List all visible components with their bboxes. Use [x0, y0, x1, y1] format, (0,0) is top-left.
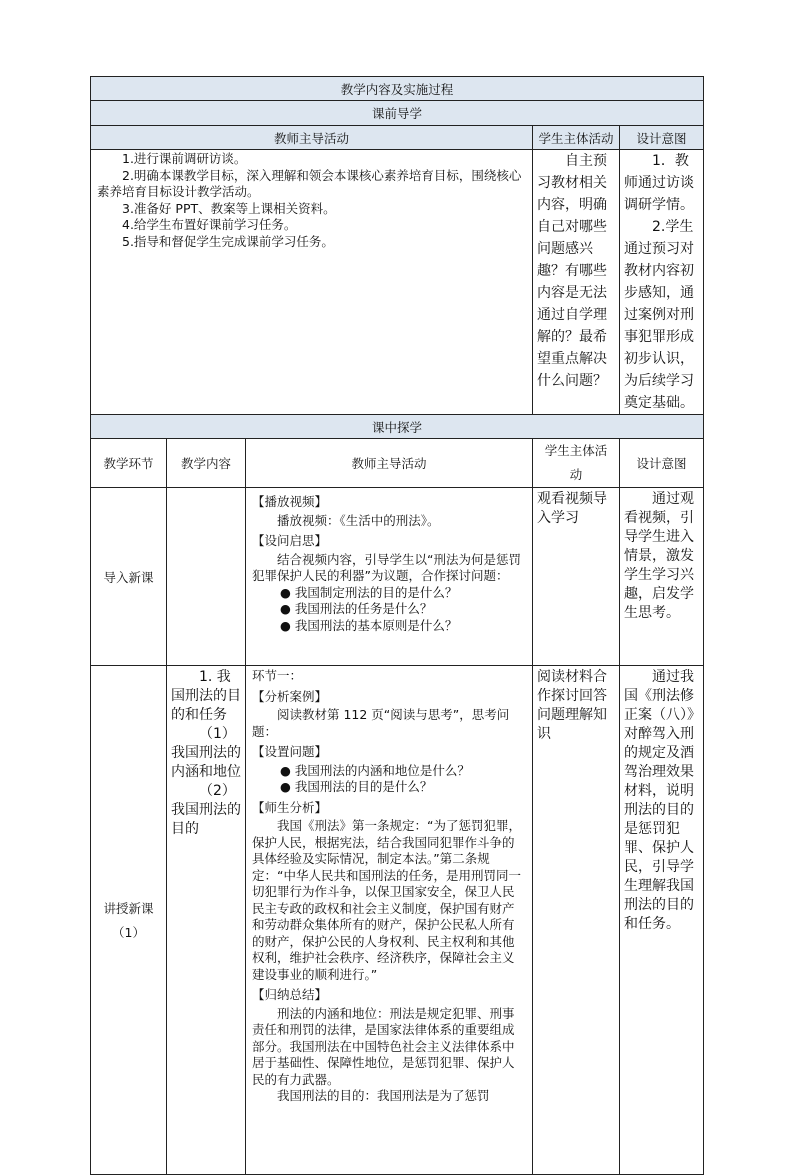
col-header-student-activity [533, 439, 620, 488]
case-text: 阅读教材第 112 页“阅读与思考”，思考问题： [252, 707, 510, 739]
col-header-design-intent: 设计意图 [620, 439, 704, 488]
pre-teacher-line: 1.进行课前调研访谈。 [122, 151, 247, 166]
teaching-process-table [90, 76, 704, 1175]
pre-teacher-line: 2.明确本课教学目标，深入理解和领会本课核心素养培育目标，围绕核心素养培育目标设计教学活动。 [97, 167, 522, 199]
tag-summary: 【归纳总结】 [252, 987, 328, 1002]
tag-question: 【设问启思】 [252, 533, 328, 548]
section-label: 环节一： [252, 668, 303, 683]
intro-design-text: 通过观看视频，引导学生进入情景，激发学生学习兴趣，启发学生思考。 [624, 491, 694, 621]
intro-student-cell [533, 488, 620, 666]
intro-teacher-cell [246, 488, 533, 666]
lecture-design-text: 通过我国《刑法修正案（八）》对醉驾入刑的规定及酒驾治理效果材料，说明刑法的目的是惩罚犯罪、保护人民，引导学生理解我国刑法的目的和任务。 [624, 669, 694, 932]
content-topic: 1. 我国刑法的目的和任务 [171, 669, 241, 723]
intro-content [167, 488, 246, 666]
intro-bullet: ● 我国制定刑法的目的是什么？ [280, 585, 526, 602]
lecture-stage: 讲授新课 [103, 901, 154, 916]
col-header-stage: 教学环节 [91, 439, 167, 488]
col-header-content: 教学内容 [167, 439, 246, 488]
lecture-stage-number: （1） [112, 925, 145, 940]
col-header-student: 学生主体活动 [533, 126, 620, 150]
pre-student-text: 自主预习教材相关内容，明确自己对哪些问题感兴趣？有哪些内容是无法通过自学理解的？最希望重点解决什么问题？ [537, 153, 607, 389]
pre-design-line: 1．教师通过访谈调研学情。 [624, 153, 694, 213]
intro-bullet: ● 我国刑法的任务是什么？ [280, 601, 526, 618]
section-pre-class: 课前导学 [91, 101, 704, 126]
lecture-stage-cell [91, 666, 167, 1175]
pre-teacher-cell [91, 150, 533, 415]
content-subtopic: （2）我国刑法的目的 [171, 783, 241, 837]
lecture-teacher-cell [246, 666, 533, 1175]
tag-case: 【分析案例】 [252, 688, 328, 704]
lecture-bullet: ● 我国刑法的目的是什么？ [280, 779, 526, 796]
intro-student-text: 观看视频导入学习 [537, 491, 607, 526]
tag-play-video: 【播放视频】 [252, 494, 328, 509]
intro-bullet: ● 我国刑法的基本原则是什么？ [280, 618, 526, 635]
pre-design-line: 2.学生通过预习对教材内容初步感知，通过案例对刑事犯罪形成初步认识，为后续学习奠定基础。 [624, 219, 694, 411]
purpose-text: 我国刑法的目的：我国刑法是为了惩罚 [277, 1088, 490, 1103]
lecture-content-cell [167, 666, 246, 1175]
pre-teacher-line: 3.准备好 PPT、教案等上课相关资料。 [122, 200, 336, 216]
video-text: 播放视频：《生活中的刑法》。 [277, 512, 440, 528]
col-header-student-activity-text: 学生主体活动 [544, 443, 608, 482]
pre-design-cell [620, 150, 704, 415]
lecture-student-cell [533, 666, 620, 1175]
col-header-teacher: 教师主导活动 [91, 126, 533, 150]
question-text: 结合视频内容，引导学生以“刑法为何是惩罚犯罪保护人民的利器”为议题，合作探讨问题： [252, 551, 521, 583]
section-in-class: 课中探学 [91, 415, 704, 439]
analysis-text: 我国《刑法》第一条规定：“为了惩罚犯罪，保护人民，根据宪法，结合我国同犯罪作斗争的具体经验及实际情况，制定本法。”第二条规定：“中华人民共和国刑法的任务，是用刑罚同一切犯罪行为作斗争，以保卫国家安全，保卫人民民主专政的政权和社会主义制度，保护国有财产和劳动群众集体所有的财产，保护公民私人所有的财产，保护公民的人身权利、民主权利和其他权利，维护社会秩序、经济秩序，保障社会主义建设事业的顺利进行。” [252, 818, 521, 982]
lecture-student-text: 阅读材料合作探讨回答问题理解知识 [537, 669, 607, 742]
content-subtopic: （1）我国刑法的内涵和地位 [171, 726, 241, 780]
table-title: 教学内容及实施过程 [91, 77, 704, 101]
lecture-design-cell [620, 666, 704, 1175]
lecture-bullet: ● 我国刑法的内涵和地位是什么？ [280, 763, 526, 780]
col-header-design: 设计意图 [620, 126, 704, 150]
pre-student-cell [533, 150, 620, 415]
pre-teacher-line: 5.指导和督促学生完成课前学习任务。 [122, 233, 334, 249]
intro-design-cell [620, 488, 704, 666]
intro-stage: 导入新课 [91, 488, 167, 666]
summary-text: 刑法的内涵和地位：刑法是规定犯罪、刑事责任和刑罚的法律，是国家法律体系的重要组成部分。我国刑法在中国特色社会主义法律体系中居于基础性、保障性地位，是惩罚犯罪、保护人民的有力武器。 [252, 1005, 515, 1087]
tag-set-question: 【设置问题】 [252, 744, 328, 759]
col-header-teacher-activity: 教师主导活动 [246, 439, 533, 488]
pre-teacher-line: 4.给学生布置好课前学习任务。 [122, 217, 297, 232]
tag-analysis: 【师生分析】 [252, 799, 328, 815]
